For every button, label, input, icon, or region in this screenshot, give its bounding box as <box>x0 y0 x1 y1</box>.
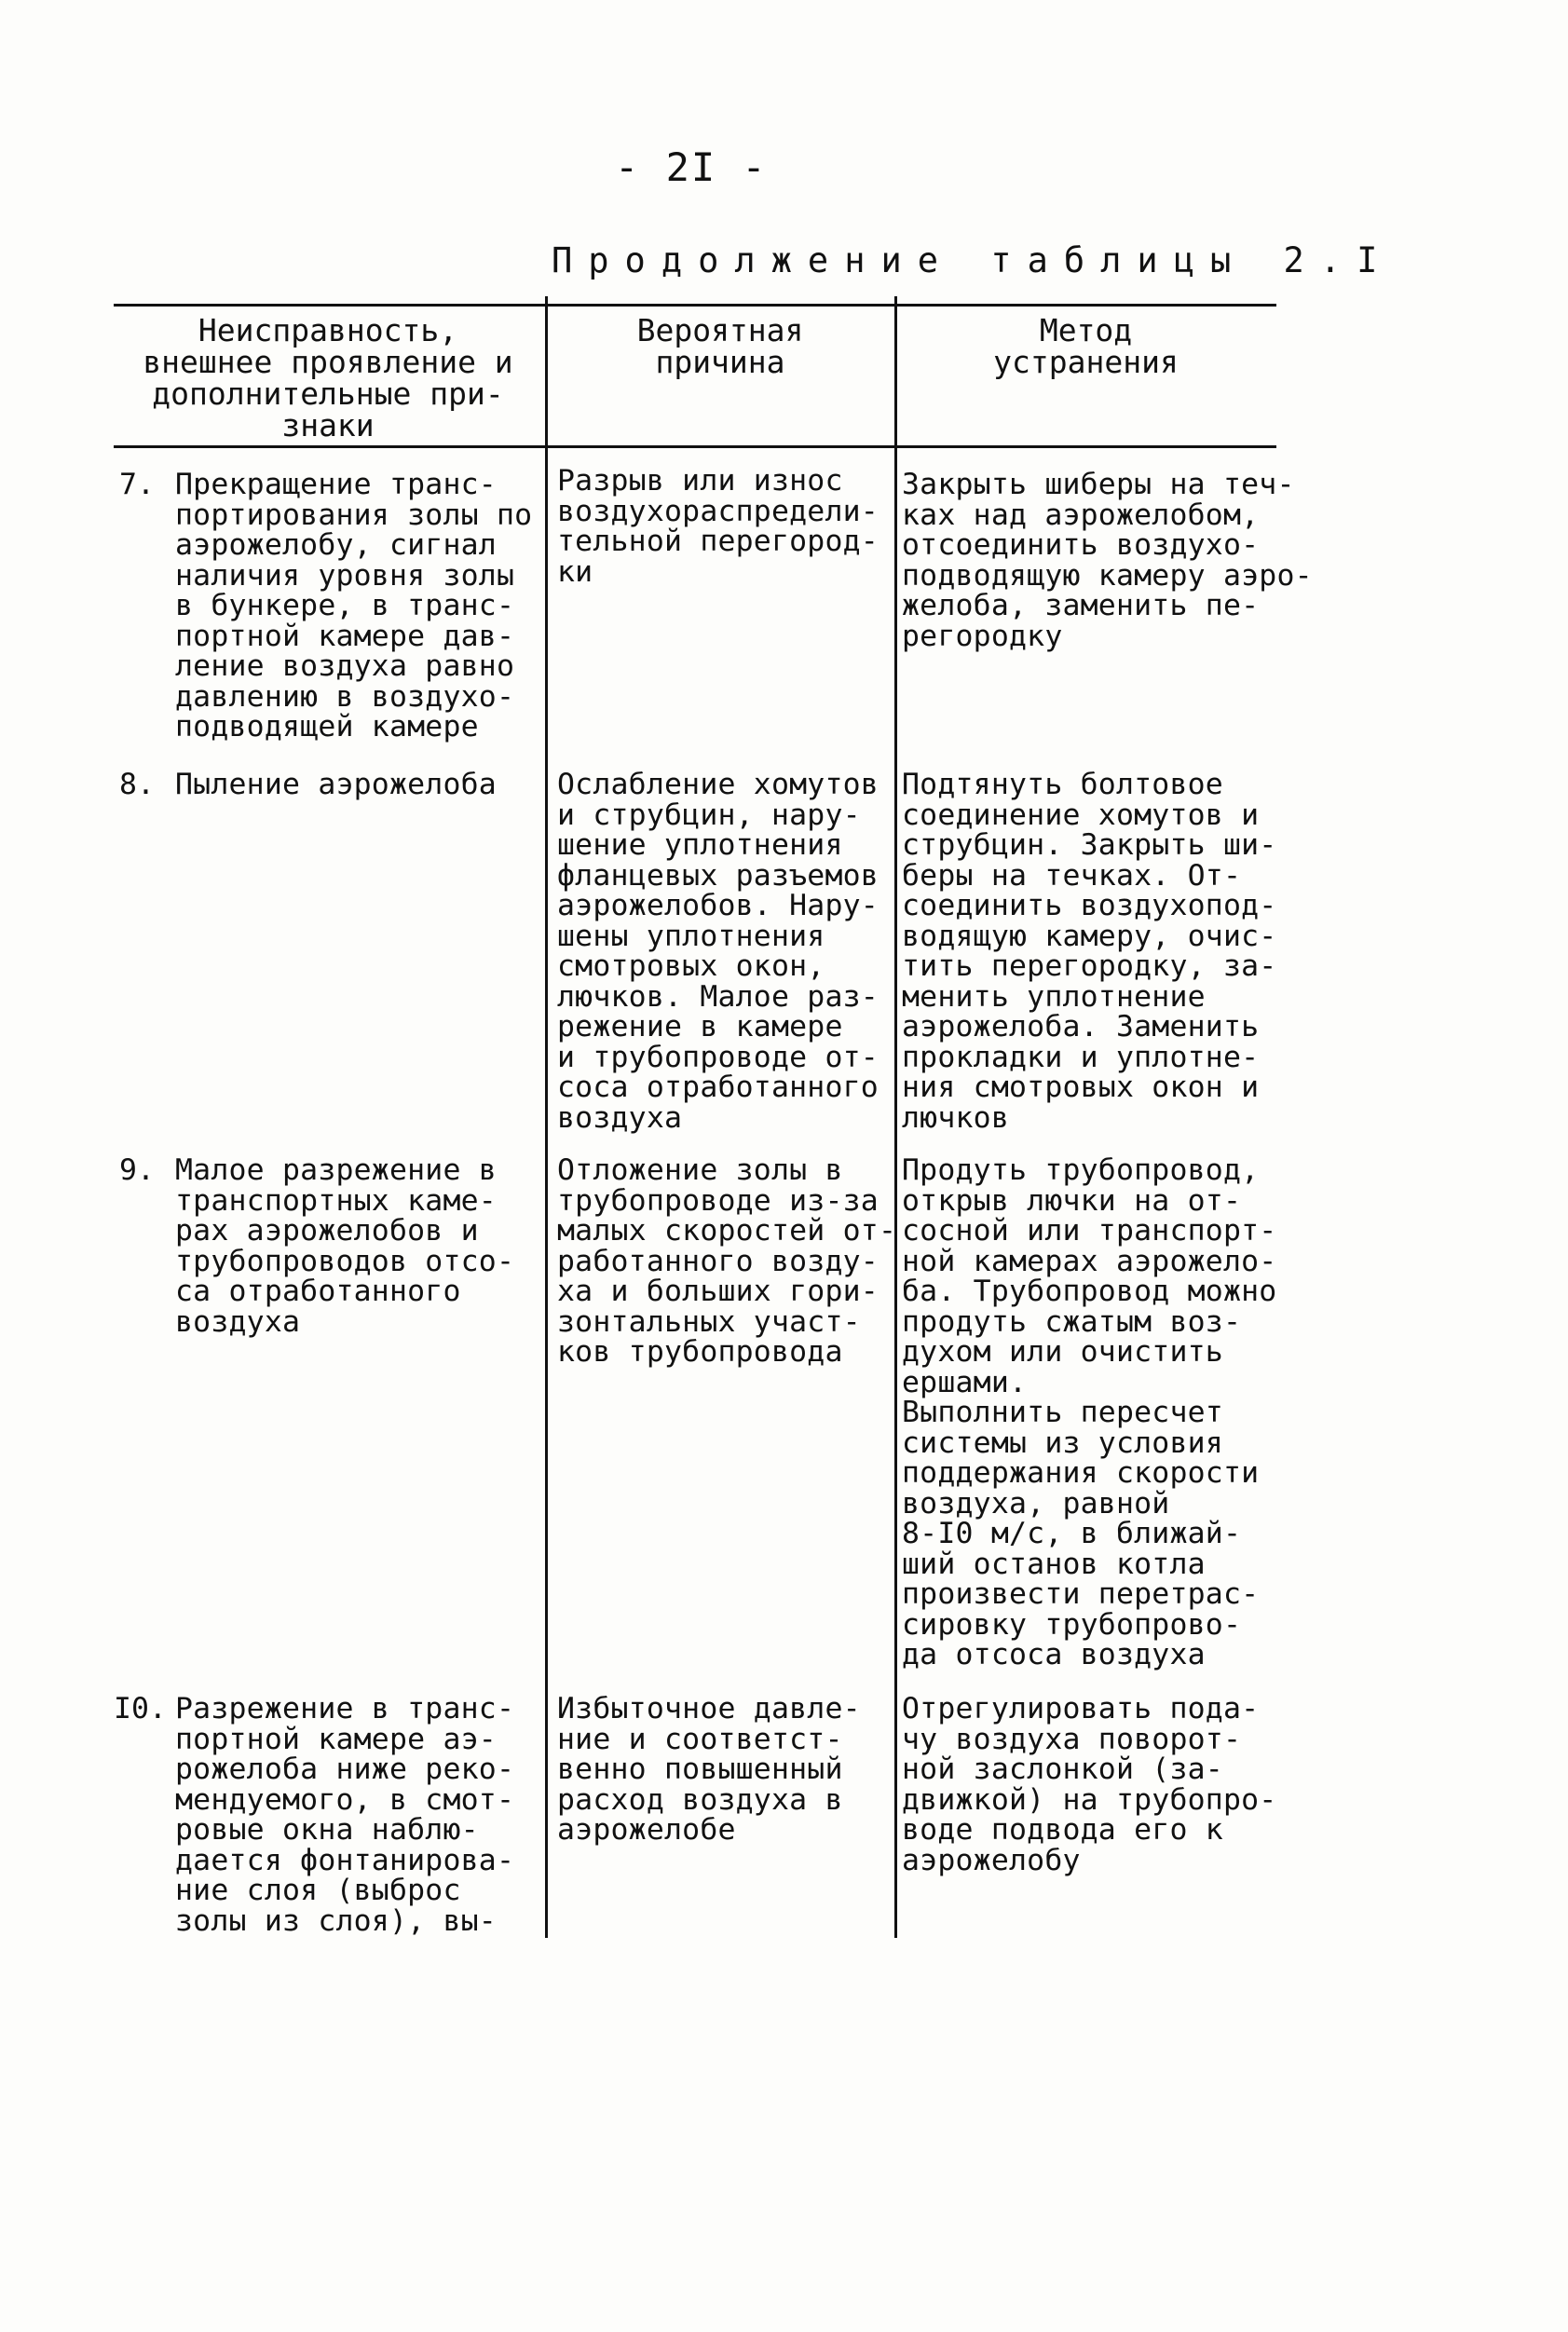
remedy-cell: Подтянуть болтовое соединение хомутов и струбцин. Закрыть ши- беры на течках. От- соединить воздухопод- водящую камеру, очис- тить перегородку, за- менить уплотнение аэрожелоба. Заменить прокладки и уплотне- ния смотровых окон и лючков <box>902 768 1277 1135</box>
table-caption: Продолжение таблицы 2.I <box>552 240 1394 280</box>
row-number: 8. <box>119 768 155 801</box>
fault-cell: Прекращение транс- портирования золы по аэрожелобу, сигнал наличия уровня золы в бункере, в транс- портной камере дав- ление воздуха равно давлению в воздухо- подводящей камере <box>175 468 533 743</box>
remedy-cell: Отрегулировать пода- чу воздуха поворот- ной заслонкой (за- движкой) на трубопро- воде подвода его к аэрожелобу <box>902 1692 1277 1877</box>
page-number: - 2I - <box>615 144 768 190</box>
header-cause: Вероятная причина <box>636 312 804 380</box>
fault-cell: Пыление аэрожелоба <box>175 768 497 801</box>
column-divider-1 <box>545 296 548 1938</box>
row-number: 7. <box>119 468 155 501</box>
remedy-cell: Закрыть шиберы на теч- ках над аэрожелобом, отсоединить воздухо- подводящую камеру аэро- желоба, заменить пе- регородку <box>902 468 1313 653</box>
cause-cell: Отложение золы в трубопроводе из-за малых скоростей от- работанного возду- ха и больших гори- зонтальных участ- ков трубопровода <box>557 1153 897 1369</box>
remedy-cell: Продуть трубопровод, открыв лючки на от- сосной или транспорт- ной камерах аэрожело- ба. Трубопровод можно продуть сжатым воз- духом или очистить ершами. Выполнить пересчет системы из условия поддержания скорости воздуха, равной 8-I0 м/с, в ближай- ший останов котла произвести перетрас- сировку трубопрово- да отсоса воздуха <box>902 1153 1277 1671</box>
fault-cell: Малое разрежение в транспортных каме- рах аэрожелобов и трубопроводов отсо- са отработанного воздуха <box>175 1153 515 1339</box>
row-number: 9. <box>119 1153 155 1187</box>
header-remedy: Метод устранения <box>993 312 1179 380</box>
cause-cell: Ослабление хомутов и струбцин, нару- шение уплотнения фланцевых разъемов аэрожелобов. Нару- шены уплотнения смотровых окон, лючков. Малое раз- режение в камере и трубопроводе от- соса отработанного воздуха <box>557 768 879 1135</box>
fault-cell: Разрежение в транс- портной камере аэ- рожелоба ниже реко- мендуемого, в смот- ровые окна наблю- дается фонтанирова- ние слоя (выброс золы из слоя), вы- <box>175 1692 515 1938</box>
table-header-rule <box>114 445 1276 448</box>
table-top-rule <box>114 304 1276 307</box>
column-divider-2 <box>894 296 897 1938</box>
row-number: I0. <box>114 1692 167 1725</box>
cause-cell: Избыточное давле- ние и соответст- венно повышенный расход воздуха в аэрожелобе <box>557 1692 861 1847</box>
cause-cell: Разрыв или износ воздухораспредели- тельной перегород- ки <box>557 464 879 589</box>
header-fault: Неисправность, внешнее проявление и дополнительные при- знаки <box>143 312 513 443</box>
